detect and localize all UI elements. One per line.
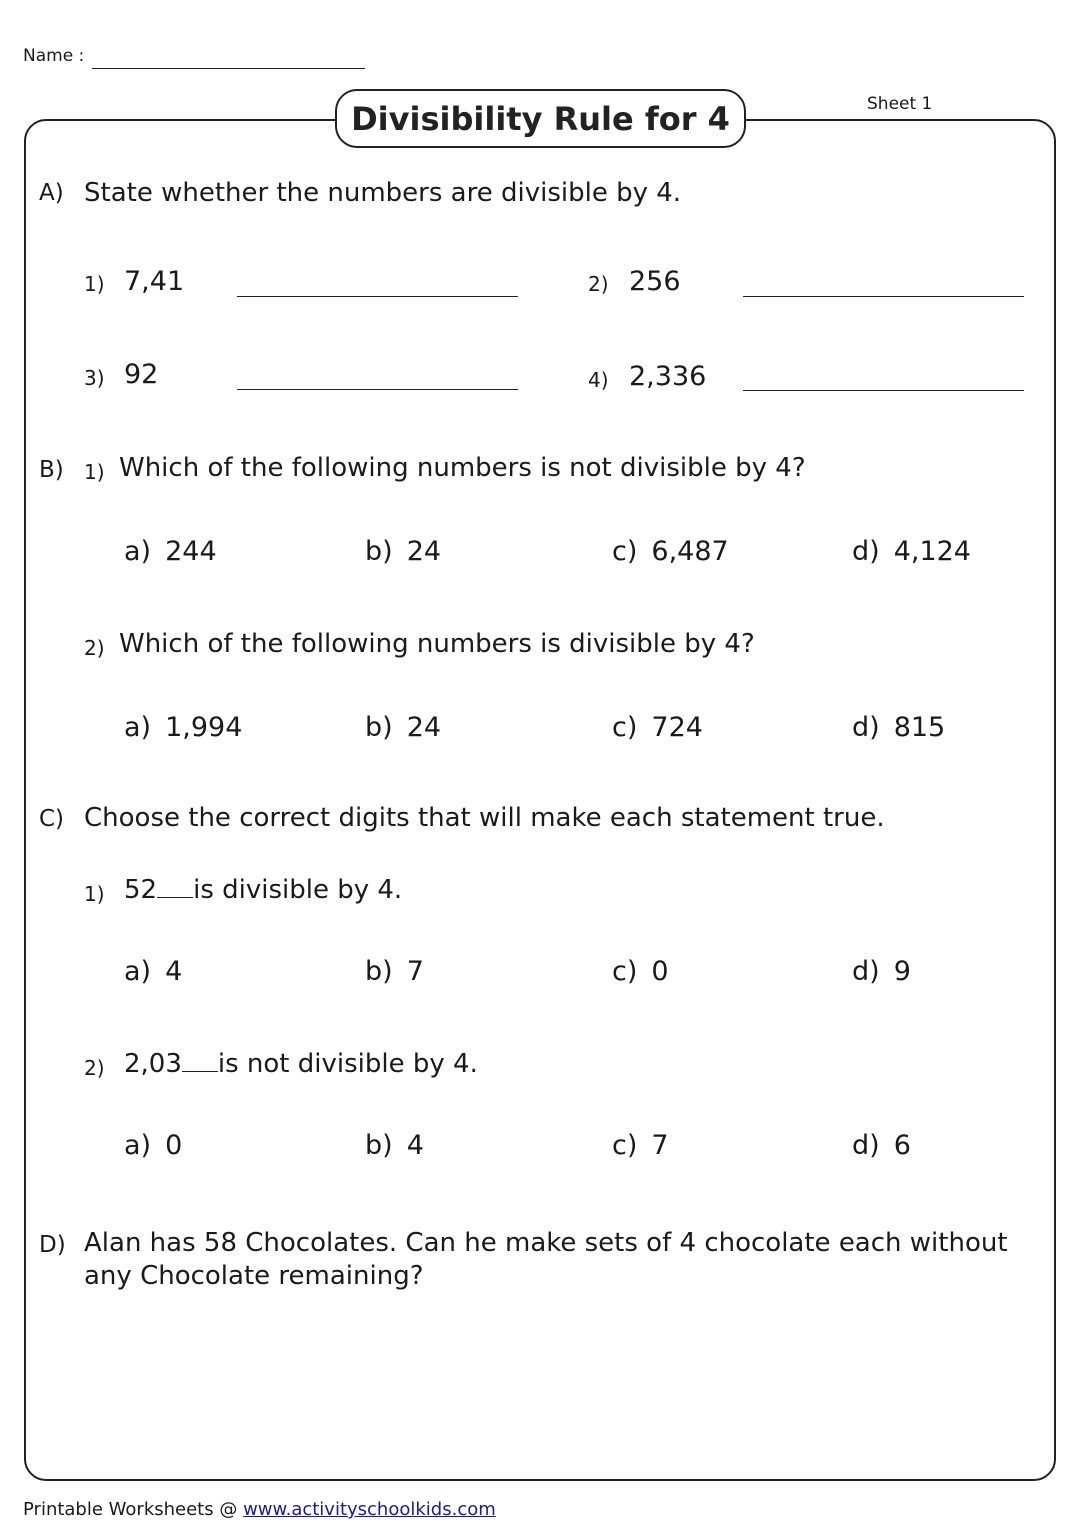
b-q2-option-c[interactable] bbox=[612, 712, 703, 743]
footer-text: Printable Worksheets @ bbox=[23, 1499, 238, 1520]
c-q1-suffix: is divisible by 4. bbox=[193, 875, 403, 905]
c-q1-prefix: 52 bbox=[124, 875, 158, 905]
c-q2-suffix: is not divisible by 4. bbox=[217, 1049, 478, 1079]
b-q2-option-d[interactable] bbox=[852, 712, 945, 743]
footer bbox=[23, 1499, 496, 1520]
c-q2-option-d[interactable] bbox=[852, 1130, 911, 1161]
c-q1-statement bbox=[124, 875, 402, 905]
name-label: Name : bbox=[23, 46, 85, 66]
option-label: d) bbox=[852, 536, 880, 567]
footer-link[interactable]: www.activityschoolkids.com bbox=[243, 1499, 496, 1520]
a-item-2-value: 256 bbox=[629, 266, 681, 297]
option-label: a) bbox=[124, 536, 152, 567]
b-q2-option-a[interactable] bbox=[124, 712, 242, 743]
option-label: a) bbox=[124, 1130, 152, 1161]
section-b-letter: B) bbox=[39, 457, 64, 483]
b-q1-option-d[interactable] bbox=[852, 536, 971, 567]
option-value: 7 bbox=[651, 1130, 669, 1161]
c-q2-blank[interactable] bbox=[182, 1049, 218, 1072]
section-c-instruction: Choose the correct digits that will make each statement true. bbox=[84, 803, 885, 833]
c-q2-option-b[interactable] bbox=[365, 1130, 424, 1161]
option-label: d) bbox=[852, 1130, 880, 1161]
c-q1-option-d[interactable] bbox=[852, 956, 911, 987]
option-label: c) bbox=[612, 536, 638, 567]
section-d-line-1: Alan has 58 Chocolates. Can he make sets of 4 chocolate each without bbox=[84, 1228, 1008, 1258]
option-label: a) bbox=[124, 712, 152, 743]
a-item-3-answer-line[interactable] bbox=[237, 389, 518, 390]
option-value: 4 bbox=[165, 956, 183, 987]
c-q1-blank[interactable] bbox=[157, 875, 193, 898]
b-q2-text: Which of the following numbers is divisible by 4? bbox=[119, 629, 755, 659]
b-q1-option-b[interactable] bbox=[365, 536, 441, 567]
option-label: b) bbox=[365, 712, 393, 743]
option-label: b) bbox=[365, 956, 393, 987]
option-value: 9 bbox=[893, 956, 911, 987]
option-label: b) bbox=[365, 536, 393, 567]
a-item-4-answer-line[interactable] bbox=[743, 390, 1024, 391]
c-q2-option-c[interactable] bbox=[612, 1130, 669, 1161]
section-a-letter: A) bbox=[39, 180, 64, 206]
option-value: 24 bbox=[406, 536, 442, 567]
c-q1-option-b[interactable] bbox=[365, 956, 424, 987]
option-value: 7 bbox=[406, 956, 424, 987]
option-value: 4,124 bbox=[893, 536, 971, 567]
a-item-4-value: 2,336 bbox=[629, 361, 707, 392]
option-label: a) bbox=[124, 956, 152, 987]
b-q1-text: Which of the following numbers is not divisible by 4? bbox=[119, 453, 806, 483]
c-q2-prefix: 2,03 bbox=[124, 1049, 182, 1079]
worksheet-title: Divisibility Rule for 4 bbox=[335, 89, 746, 148]
option-value: 6,487 bbox=[651, 536, 729, 567]
section-d-letter: D) bbox=[39, 1232, 66, 1258]
option-label: d) bbox=[852, 712, 880, 743]
section-c-letter: C) bbox=[39, 806, 65, 832]
b-q2-option-b[interactable] bbox=[365, 712, 441, 743]
b-q2-num: 2) bbox=[84, 636, 105, 660]
name-input-line[interactable] bbox=[92, 68, 365, 69]
c-q1-num: 1) bbox=[84, 882, 105, 906]
option-value: 6 bbox=[893, 1130, 911, 1161]
option-label: b) bbox=[365, 1130, 393, 1161]
a-item-4-num: 4) bbox=[588, 368, 609, 392]
section-d-line-2: any Chocolate remaining? bbox=[84, 1261, 424, 1291]
option-label: c) bbox=[612, 956, 638, 987]
a-item-2-num: 2) bbox=[588, 272, 609, 296]
a-item-2-answer-line[interactable] bbox=[743, 296, 1024, 297]
option-value: 244 bbox=[165, 536, 217, 567]
option-value: 0 bbox=[651, 956, 669, 987]
option-label: c) bbox=[612, 712, 638, 743]
option-value: 1,994 bbox=[165, 712, 243, 743]
option-label: c) bbox=[612, 1130, 638, 1161]
a-item-1-num: 1) bbox=[84, 272, 105, 296]
sheet-label: Sheet 1 bbox=[867, 94, 933, 114]
option-value: 0 bbox=[165, 1130, 183, 1161]
a-item-3-value: 92 bbox=[124, 359, 159, 390]
c-q1-option-a[interactable] bbox=[124, 956, 182, 987]
a-item-3-num: 3) bbox=[84, 366, 105, 390]
option-value: 815 bbox=[893, 712, 946, 743]
c-q1-option-c[interactable] bbox=[612, 956, 669, 987]
a-item-1-value: 7,41 bbox=[124, 266, 185, 297]
b-q1-option-a[interactable] bbox=[124, 536, 217, 567]
section-a-instruction: State whether the numbers are divisible by 4. bbox=[84, 178, 682, 208]
b-q1-num: 1) bbox=[84, 460, 105, 484]
a-item-1-answer-line[interactable] bbox=[237, 296, 518, 297]
c-q2-num: 2) bbox=[84, 1056, 105, 1080]
option-value: 4 bbox=[406, 1130, 424, 1161]
option-label: d) bbox=[852, 956, 880, 987]
b-q1-option-c[interactable] bbox=[612, 536, 729, 567]
option-value: 724 bbox=[651, 712, 703, 743]
c-q2-statement bbox=[124, 1049, 478, 1079]
option-value: 24 bbox=[406, 712, 442, 743]
c-q2-option-a[interactable] bbox=[124, 1130, 182, 1161]
